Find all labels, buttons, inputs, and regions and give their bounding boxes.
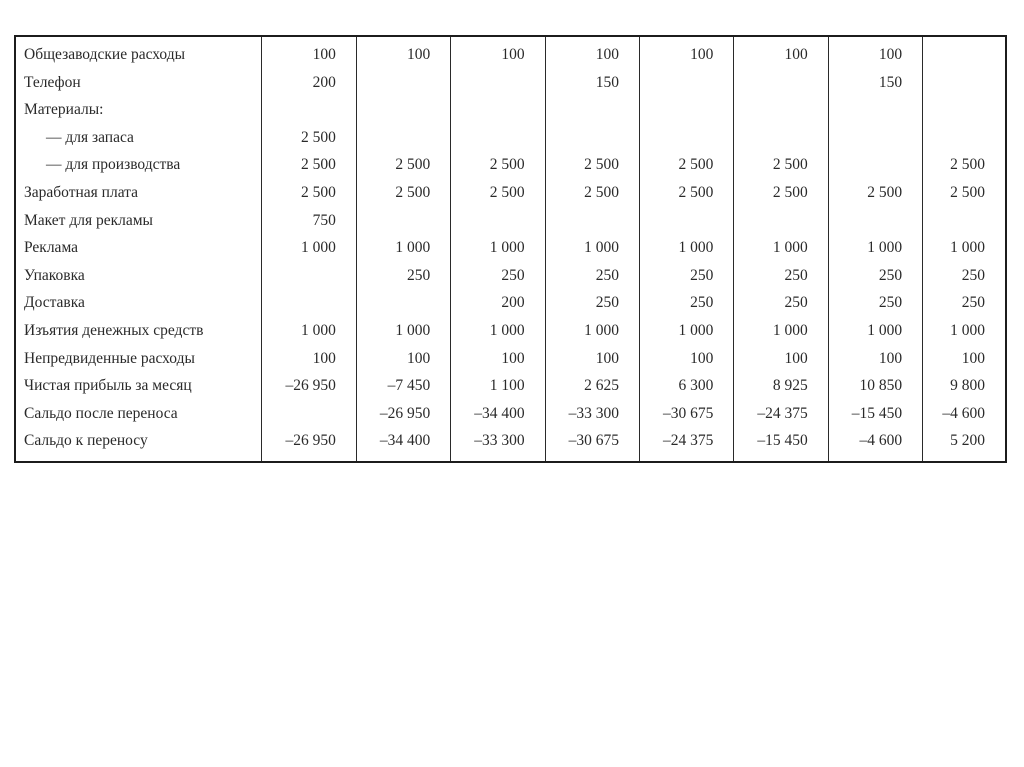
- table-row: [15, 345, 1006, 373]
- table-row: [15, 289, 1006, 317]
- value-cell: 10 850: [828, 372, 922, 400]
- value-cell: [356, 289, 450, 317]
- value-cell: 250: [734, 289, 828, 317]
- value-cell: 100: [923, 345, 1006, 373]
- value-cell: 1 100: [451, 372, 545, 400]
- value-cell: 250: [639, 262, 733, 290]
- value-cell: –30 675: [639, 400, 733, 428]
- row-label: Непредвиденные расходы: [24, 349, 195, 367]
- value-cell: –4 600: [923, 400, 1006, 428]
- value-cell: 2 500: [828, 179, 922, 207]
- value-cell: 100: [639, 36, 733, 69]
- table-row: [15, 96, 1006, 124]
- value-cell: [451, 69, 545, 97]
- row-label: Доставка: [24, 294, 85, 312]
- value-cell: 100: [545, 36, 639, 69]
- value-cell: –24 375: [639, 427, 733, 462]
- value-cell: 1 000: [545, 317, 639, 345]
- value-cell: –30 675: [545, 427, 639, 462]
- value-cell: –34 400: [356, 427, 450, 462]
- value-cell: [923, 36, 1006, 69]
- value-cell: [923, 69, 1006, 97]
- row-label: Сальдо к переносу: [24, 432, 148, 450]
- value-cell: 2 500: [734, 151, 828, 179]
- value-cell: 2 500: [451, 151, 545, 179]
- row-label: Телефон: [24, 73, 81, 91]
- value-cell: 250: [545, 262, 639, 290]
- value-cell: 2 500: [262, 151, 356, 179]
- value-cell: 1 000: [734, 317, 828, 345]
- value-cell: [545, 207, 639, 235]
- value-cell: 100: [451, 36, 545, 69]
- value-cell: 100: [451, 345, 545, 373]
- value-cell: [451, 207, 545, 235]
- value-cell: 9 800: [923, 372, 1006, 400]
- table-row: [15, 179, 1006, 207]
- value-cell: 250: [923, 262, 1006, 290]
- value-cell: –33 300: [451, 427, 545, 462]
- value-cell: [639, 207, 733, 235]
- value-cell: [545, 124, 639, 152]
- value-cell: –26 950: [356, 400, 450, 428]
- value-cell: [262, 262, 356, 290]
- value-cell: 250: [828, 262, 922, 290]
- value-cell: 150: [828, 69, 922, 97]
- value-cell: [734, 69, 828, 97]
- budget-table: [14, 35, 1007, 463]
- table-row: [15, 234, 1006, 262]
- value-cell: 2 500: [262, 124, 356, 152]
- value-cell: 2 500: [639, 179, 733, 207]
- value-cell: –4 600: [828, 427, 922, 462]
- value-cell: 1 000: [545, 234, 639, 262]
- value-cell: 200: [262, 69, 356, 97]
- value-cell: 100: [828, 345, 922, 373]
- row-label: Материалы:: [24, 101, 104, 119]
- value-cell: [451, 96, 545, 124]
- table-row: [15, 427, 1006, 462]
- value-cell: 100: [262, 36, 356, 69]
- value-cell: 1 000: [639, 317, 733, 345]
- value-cell: [828, 151, 922, 179]
- value-cell: 100: [545, 345, 639, 373]
- value-cell: 200: [451, 289, 545, 317]
- value-cell: 100: [639, 345, 733, 373]
- value-cell: [451, 124, 545, 152]
- value-cell: [356, 69, 450, 97]
- row-label: Изъятия денежных средств: [24, 321, 204, 339]
- value-cell: –26 950: [262, 427, 356, 462]
- value-cell: 2 500: [545, 179, 639, 207]
- value-cell: 1 000: [828, 234, 922, 262]
- value-cell: 2 500: [356, 151, 450, 179]
- value-cell: 2 500: [923, 151, 1006, 179]
- value-cell: 1 000: [356, 234, 450, 262]
- value-cell: [356, 207, 450, 235]
- value-cell: 5 200: [923, 427, 1006, 462]
- value-cell: [639, 69, 733, 97]
- row-label: — для производства: [46, 156, 181, 174]
- value-cell: –15 450: [734, 427, 828, 462]
- value-cell: 2 625: [545, 372, 639, 400]
- table-body: [15, 36, 1006, 462]
- value-cell: –15 450: [828, 400, 922, 428]
- table-row: [15, 36, 1006, 69]
- row-label: Чистая прибыль за месяц: [24, 377, 192, 395]
- value-cell: 1 000: [828, 317, 922, 345]
- value-cell: [828, 96, 922, 124]
- value-cell: 150: [545, 69, 639, 97]
- value-cell: 2 500: [923, 179, 1006, 207]
- value-cell: 2 500: [734, 179, 828, 207]
- value-cell: 250: [545, 289, 639, 317]
- value-cell: 250: [828, 289, 922, 317]
- value-cell: [545, 96, 639, 124]
- value-cell: 750: [262, 207, 356, 235]
- value-cell: [734, 124, 828, 152]
- value-cell: 250: [734, 262, 828, 290]
- value-cell: 8 925: [734, 372, 828, 400]
- value-cell: [828, 124, 922, 152]
- value-cell: [639, 124, 733, 152]
- table-row: [15, 207, 1006, 235]
- value-cell: 2 500: [356, 179, 450, 207]
- table-row: [15, 317, 1006, 345]
- value-cell: [923, 207, 1006, 235]
- value-cell: 1 000: [639, 234, 733, 262]
- value-cell: 6 300: [639, 372, 733, 400]
- value-cell: [734, 96, 828, 124]
- value-cell: 250: [923, 289, 1006, 317]
- value-cell: 100: [356, 345, 450, 373]
- row-label: Заработная плата: [24, 183, 139, 201]
- row-label: Реклама: [24, 239, 79, 257]
- value-cell: 1 000: [923, 317, 1006, 345]
- value-cell: 1 000: [356, 317, 450, 345]
- value-cell: 1 000: [262, 317, 356, 345]
- value-cell: [923, 96, 1006, 124]
- value-cell: –26 950: [262, 372, 356, 400]
- value-cell: 2 500: [262, 179, 356, 207]
- value-cell: 2 500: [451, 179, 545, 207]
- row-label: Сальдо после переноса: [24, 404, 178, 422]
- value-cell: [923, 124, 1006, 152]
- value-cell: 100: [356, 36, 450, 69]
- row-label: — для запаса: [46, 128, 134, 146]
- value-cell: 1 000: [451, 317, 545, 345]
- table-row: [15, 400, 1006, 428]
- value-cell: 1 000: [923, 234, 1006, 262]
- value-cell: [262, 400, 356, 428]
- table-row: [15, 262, 1006, 290]
- row-label: Упаковка: [24, 266, 85, 284]
- table-row: [15, 372, 1006, 400]
- value-cell: 1 000: [262, 234, 356, 262]
- value-cell: 2 500: [545, 151, 639, 179]
- row-label: Общезаводские расходы: [24, 46, 186, 63]
- value-cell: –33 300: [545, 400, 639, 428]
- value-cell: –24 375: [734, 400, 828, 428]
- value-cell: 250: [639, 289, 733, 317]
- table-row: [15, 69, 1006, 97]
- value-cell: –34 400: [451, 400, 545, 428]
- value-cell: 2 500: [639, 151, 733, 179]
- table-row: [15, 151, 1006, 179]
- value-cell: 100: [828, 36, 922, 69]
- value-cell: [734, 207, 828, 235]
- value-cell: [262, 289, 356, 317]
- value-cell: 1 000: [451, 234, 545, 262]
- row-label: Макет для рекламы: [24, 211, 153, 229]
- value-cell: [356, 124, 450, 152]
- value-cell: 250: [356, 262, 450, 290]
- value-cell: [356, 96, 450, 124]
- value-cell: 1 000: [734, 234, 828, 262]
- value-cell: 250: [451, 262, 545, 290]
- value-cell: 100: [262, 345, 356, 373]
- value-cell: [639, 96, 733, 124]
- value-cell: 100: [734, 345, 828, 373]
- table-row: [15, 124, 1006, 152]
- value-cell: [262, 96, 356, 124]
- value-cell: 100: [734, 36, 828, 69]
- value-cell: [828, 207, 922, 235]
- value-cell: –7 450: [356, 372, 450, 400]
